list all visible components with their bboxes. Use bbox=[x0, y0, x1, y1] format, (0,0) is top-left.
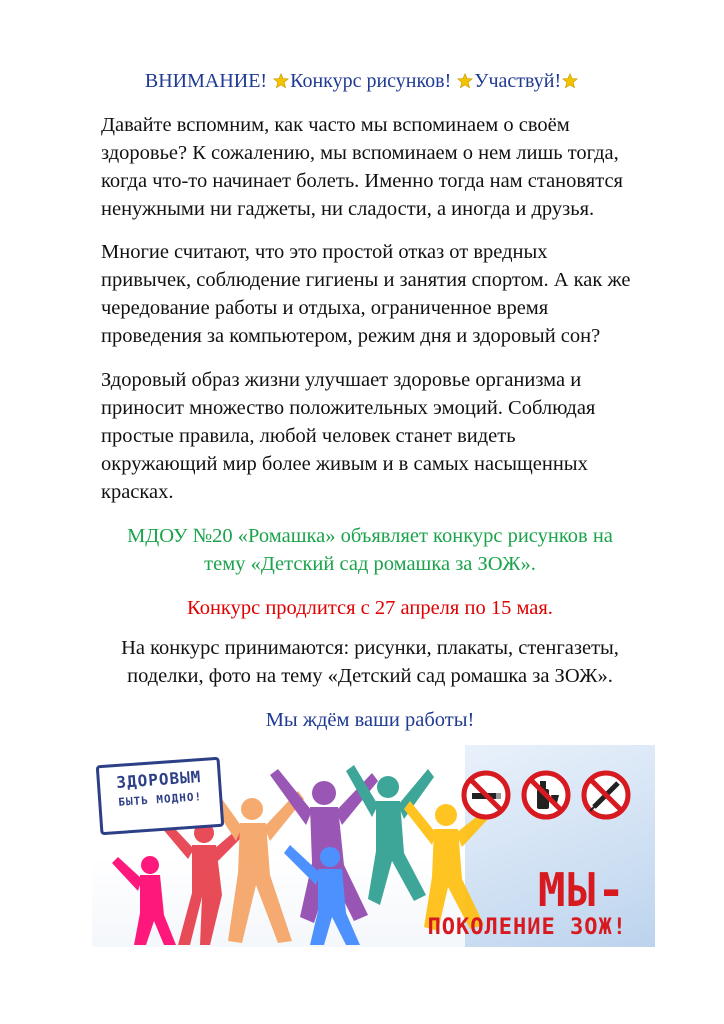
contest-announcement bbox=[80, 522, 660, 578]
no-drugs-icon bbox=[580, 769, 632, 821]
text-line: привычек, соблюдение гигиены и занятия спортом. А как же bbox=[101, 269, 631, 291]
heading-attention: ВНИМАНИЕ! bbox=[144, 70, 268, 92]
star-icon bbox=[562, 73, 578, 89]
closing-line: Мы ждём ваши работы! bbox=[265, 709, 475, 731]
star-icon bbox=[273, 73, 289, 89]
contest-dates: Конкурс продлится с 27 апреля по 15 мая. bbox=[187, 597, 553, 619]
text-line: тему «Детский сад ромашка за ЗОЖ». bbox=[204, 553, 536, 575]
paragraph-health bbox=[101, 111, 681, 223]
text-line: ненужными ни гаджеты, ни сладости, а иногда и друзья. bbox=[101, 198, 595, 220]
text-line: приносит множество положительных эмоций. Соблюдая bbox=[101, 397, 596, 419]
accepted-works bbox=[80, 634, 660, 690]
heading-contest: Конкурс рисунков! bbox=[290, 70, 452, 92]
text-line: здоровье? К сожалению, мы вспоминаем о нем лишь тогда, bbox=[101, 142, 619, 164]
text-line: чередование работы и отдыха, ограниченное время bbox=[101, 297, 549, 319]
zozh-banner bbox=[92, 745, 655, 947]
slogan-line: МЫ- bbox=[537, 863, 627, 917]
text-line: На конкурс принимаются: рисунки, плакаты, стенгазеты, bbox=[121, 637, 619, 659]
text-line: поделки, фото на тему «Детский сад ромашка за ЗОЖ». bbox=[127, 665, 613, 687]
healthy-fashion-stamp bbox=[96, 757, 225, 835]
text-line: Давайте вспомним, как часто мы вспоминаем о своём bbox=[101, 114, 570, 136]
no-alcohol-icon bbox=[520, 769, 572, 821]
paragraph-habits bbox=[101, 238, 681, 350]
text-line: красках. bbox=[101, 481, 174, 503]
text-line: простые правила, любой человек станет видеть bbox=[101, 425, 516, 447]
no-smoking-icon bbox=[460, 769, 512, 821]
stamp-line: ЗДОРОВЫМ bbox=[115, 767, 202, 792]
text-line: проведения за компьютером, режим дня и здоровый сон? bbox=[101, 325, 601, 347]
stamp-line: БЫТЬ МОДНО! bbox=[117, 790, 203, 809]
slogan-line: ПОКОЛЕНИЕ ЗОЖ! bbox=[427, 915, 627, 940]
star-icon bbox=[457, 73, 473, 89]
text-line: окружающий мир более живым и в самых насыщенных bbox=[101, 453, 588, 475]
text-line: когда что-то начинает болеть. Именно тогда нам становятся bbox=[101, 170, 623, 192]
heading-participate: Участвуй! bbox=[474, 70, 562, 92]
paragraph-lifestyle bbox=[101, 366, 681, 506]
text-line: Здоровый образ жизни улучшает здоровье организма и bbox=[101, 369, 582, 391]
text-line: МДОУ №20 «Ромашка» объявляет конкурс рисунков на bbox=[127, 525, 613, 547]
text-line: Многие считают, что это простой отказ от вредных bbox=[101, 241, 548, 263]
page-heading bbox=[0, 70, 724, 93]
